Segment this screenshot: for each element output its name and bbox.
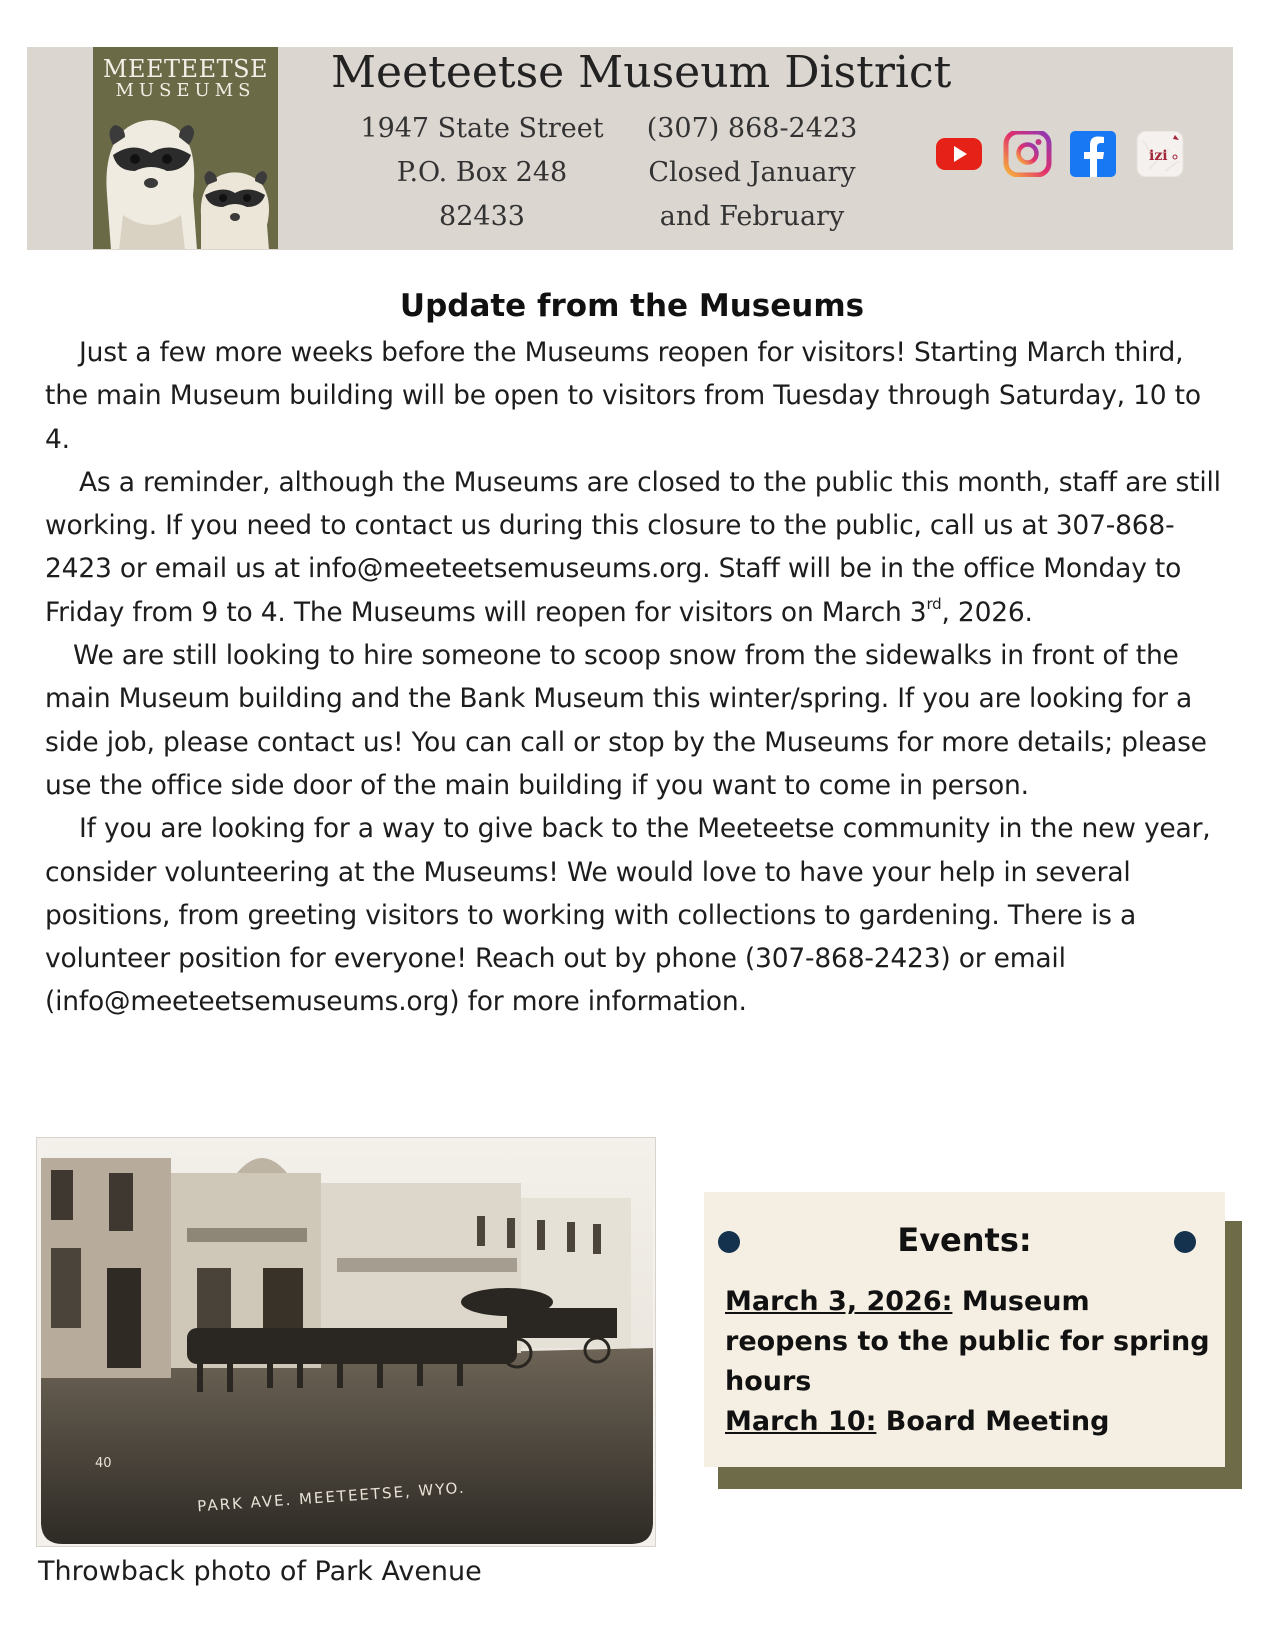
event-date: March 10: — [725, 1406, 877, 1437]
district-title: Meeteetse Museum District — [331, 47, 952, 98]
reminder-text: As a reminder, although the Museums are closed to the public this month, staff are still working. If you need to contact us during this closure to the public, call us at 307-868-2423 or email us at info@meeteetsemuseums.org. Staff will be in the office Monday to Friday from 9 to 4. The Museums will reopen for visitors on March 3 — [45, 466, 1221, 628]
address-block — [347, 107, 617, 239]
izi-label: izi — [1149, 148, 1168, 164]
events-title: Events: — [897, 1221, 1032, 1259]
throwback-photo — [36, 1137, 656, 1547]
contact-phone[interactable]: (307) 868-2423 — [646, 113, 858, 144]
event-item — [725, 1402, 1215, 1442]
address-po-box: P.O. Box 248 — [396, 157, 568, 188]
photo-number: 40 — [95, 1456, 112, 1471]
reminder-year: , 2026. — [941, 596, 1033, 628]
museum-logo — [93, 47, 278, 249]
address-zip: 82433 — [439, 201, 525, 232]
facebook-icon[interactable] — [1068, 131, 1118, 177]
closed-months-line2: and February — [659, 201, 845, 232]
ferret-illustration — [93, 105, 278, 249]
event-item — [725, 1282, 1215, 1402]
event-description: Board Meeting — [876, 1406, 1110, 1437]
update-title: Update from the Museums — [399, 288, 865, 324]
article-body — [45, 331, 1225, 1024]
closed-months-line1: Closed January — [648, 157, 856, 188]
instagram-icon[interactable] — [1002, 131, 1052, 177]
youtube-icon[interactable] — [934, 131, 984, 177]
logo-line1: MEETEETSE — [102, 55, 269, 83]
paragraph-reopening: Just a few more weeks before the Museums reopen for visitors! Starting March third, the main Museum building will be open to visitors from Tuesday through Saturday, 10 to 4. — [45, 337, 1201, 455]
ordinal-suffix: rd — [926, 594, 942, 613]
izi-travel-icon[interactable] — [1135, 131, 1185, 177]
paragraph-volunteer: If you are looking for a way to give back to the Meeteetse community in the new year, consider volunteering at the Museums! We would love to have your help in several positions, from greeting visitors to working with collections to gardening. There is a volunteer position for everyone! Reach out by phone (307-868-2423) or email (info@meeteetsemuseums.org) for more information. — [45, 813, 1211, 1018]
logo-line2: MUSEUMS — [115, 80, 256, 101]
address-street: 1947 State Street — [360, 113, 604, 144]
event-date: March 3, 2026: — [725, 1286, 953, 1317]
paragraph-reminder — [45, 461, 1225, 634]
photo-caption: Throwback photo of Park Avenue — [38, 1556, 482, 1587]
header-banner — [27, 47, 1233, 250]
photo-inscription: PARK AVE. MEETEETSE, WYO. — [196, 1478, 467, 1516]
paragraph-snow-job: We are still looking to hire someone to scoop snow from the sidewalks in front of the main Museum building and the Bank Museum this winter/spring. If you are looking for a side job, please contact us! You can call or stop by the Museums for more details; please use the office side door of the main building if you want to come in person. — [45, 640, 1207, 801]
event-description: Museum reopens to the public for spring hours — [725, 1286, 1210, 1397]
contact-block — [627, 107, 877, 239]
events-box — [704, 1192, 1225, 1467]
